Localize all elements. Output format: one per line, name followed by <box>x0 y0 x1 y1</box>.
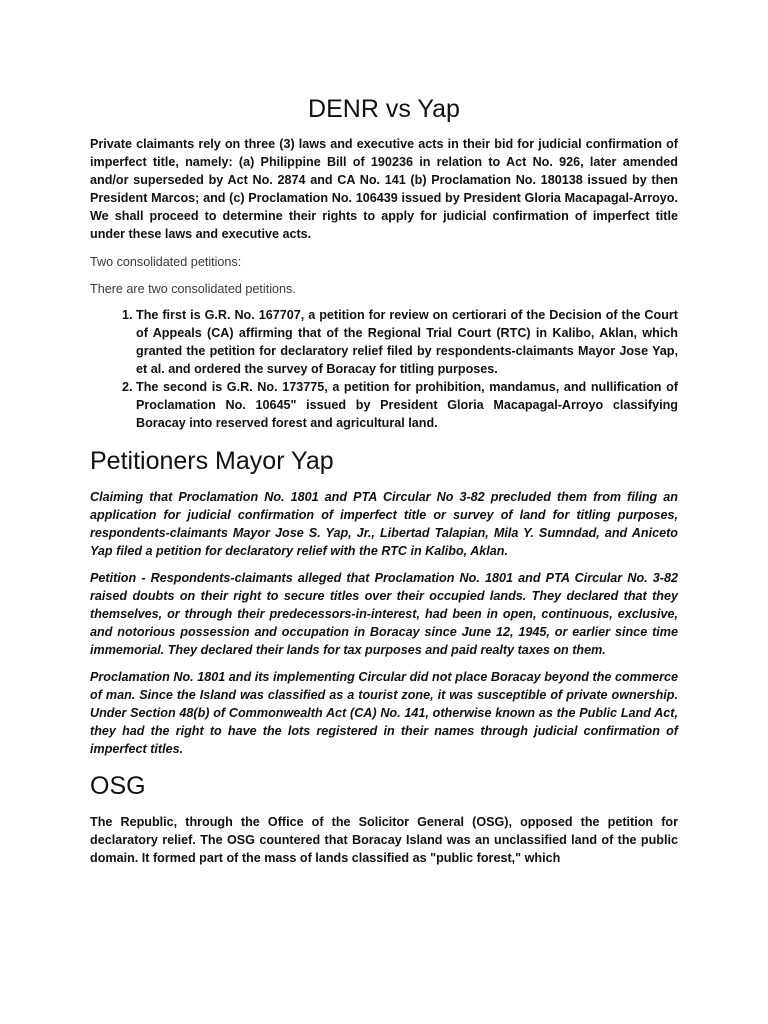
intro-paragraph: Private claimants rely on three (3) laws and executive acts in their bid for judicial confirmation of imperfect title, namely: (a) Philippine Bill of 190236 in relation to Act No. 926, later amended and/or superseded by Act No. 2874 and CA No. 141 (b) Proclamation No. 180138 issued by then President Marcos; and (c) Proclamation No. 106439 issued by President Gloria Macapagal-Arroyo. We shall proceed to determine their rights to apply for judicial confirmation of imperfect title under these laws and executive acts. <box>90 137 678 241</box>
list-item: 2. The second is G.R. No. 173775, a petition for prohibition, mandamus, and nullification of Proclamation No. 10645" issued by President Gloria Macapagal-Arroyo classifying Boracay into reserved forest and agricultural land. <box>136 378 678 432</box>
osg-paragraph: The Republic, through the Office of the Solicitor General (OSG), opposed the petition for declaratory relief. The OSG countered that Boracay Island was an unclassified land of the public domain. It formed part of the mass of lands classified as "public forest," which <box>90 815 678 865</box>
yap-paragraph: Claiming that Proclamation No. 1801 and PTA Circular No 3-82 precluded them from filing an application for judicial confirmation of imperfect title or survey of land for titling purposes, respondents-claimants Mayor Jose S. Yap, Jr., Libertad Talapian, Mila Y. Sumndad, and Aniceto Yap filed a petition for declaratory relief with the RTC in Kalibo, Aklan. <box>90 490 678 558</box>
document-title: DENR vs Yap <box>308 95 460 123</box>
consolidated-sentence: There are two consolidated petitions. <box>90 282 296 296</box>
list-item: 1. The first is G.R. No. 167707, a petition for review on certiorari of the Decision of the Court of Appeals (CA) affirming that of the Regional Trial Court (RTC) in Kalibo, Aklan, which granted the petition for declaratory relief filed by respondents-claimants Mayor Jose Yap, et al. and ordered the survey of Boracay for titling purposes. <box>136 306 678 378</box>
consolidated-label: Two consolidated petitions: <box>90 255 242 269</box>
yap-paragraph: Proclamation No. 1801 and its implementing Circular did not place Boracay beyond the commerce of man. Since the Island was classified as a tourist zone, it was susceptible of private ownership. Under Section 48(b) of Commonwealth Act (CA) No. 141, otherwise known as the Public Land Act, they had the right to have the lots registered in their names through judicial confirmation of imperfect titles. <box>90 670 678 756</box>
yap-paragraph: Petition - Respondents-claimants alleged that Proclamation No. 1801 and PTA Circular No. 3-82 raised doubts on their right to secure titles over their occupied lands. They declared that they themselves, or through their predecessors-in-interest, had been in open, continuous, exclusive, and notorious possession and occupation in Boracay since June 12, 1945, or earlier since time immemorial. They declared their lands for tax purposes and paid realty taxes on them. <box>90 571 678 657</box>
section-heading-osg: OSG <box>90 772 146 800</box>
petitions-list <box>90 306 678 432</box>
section-heading-yap: Petitioners Mayor Yap <box>90 447 334 475</box>
